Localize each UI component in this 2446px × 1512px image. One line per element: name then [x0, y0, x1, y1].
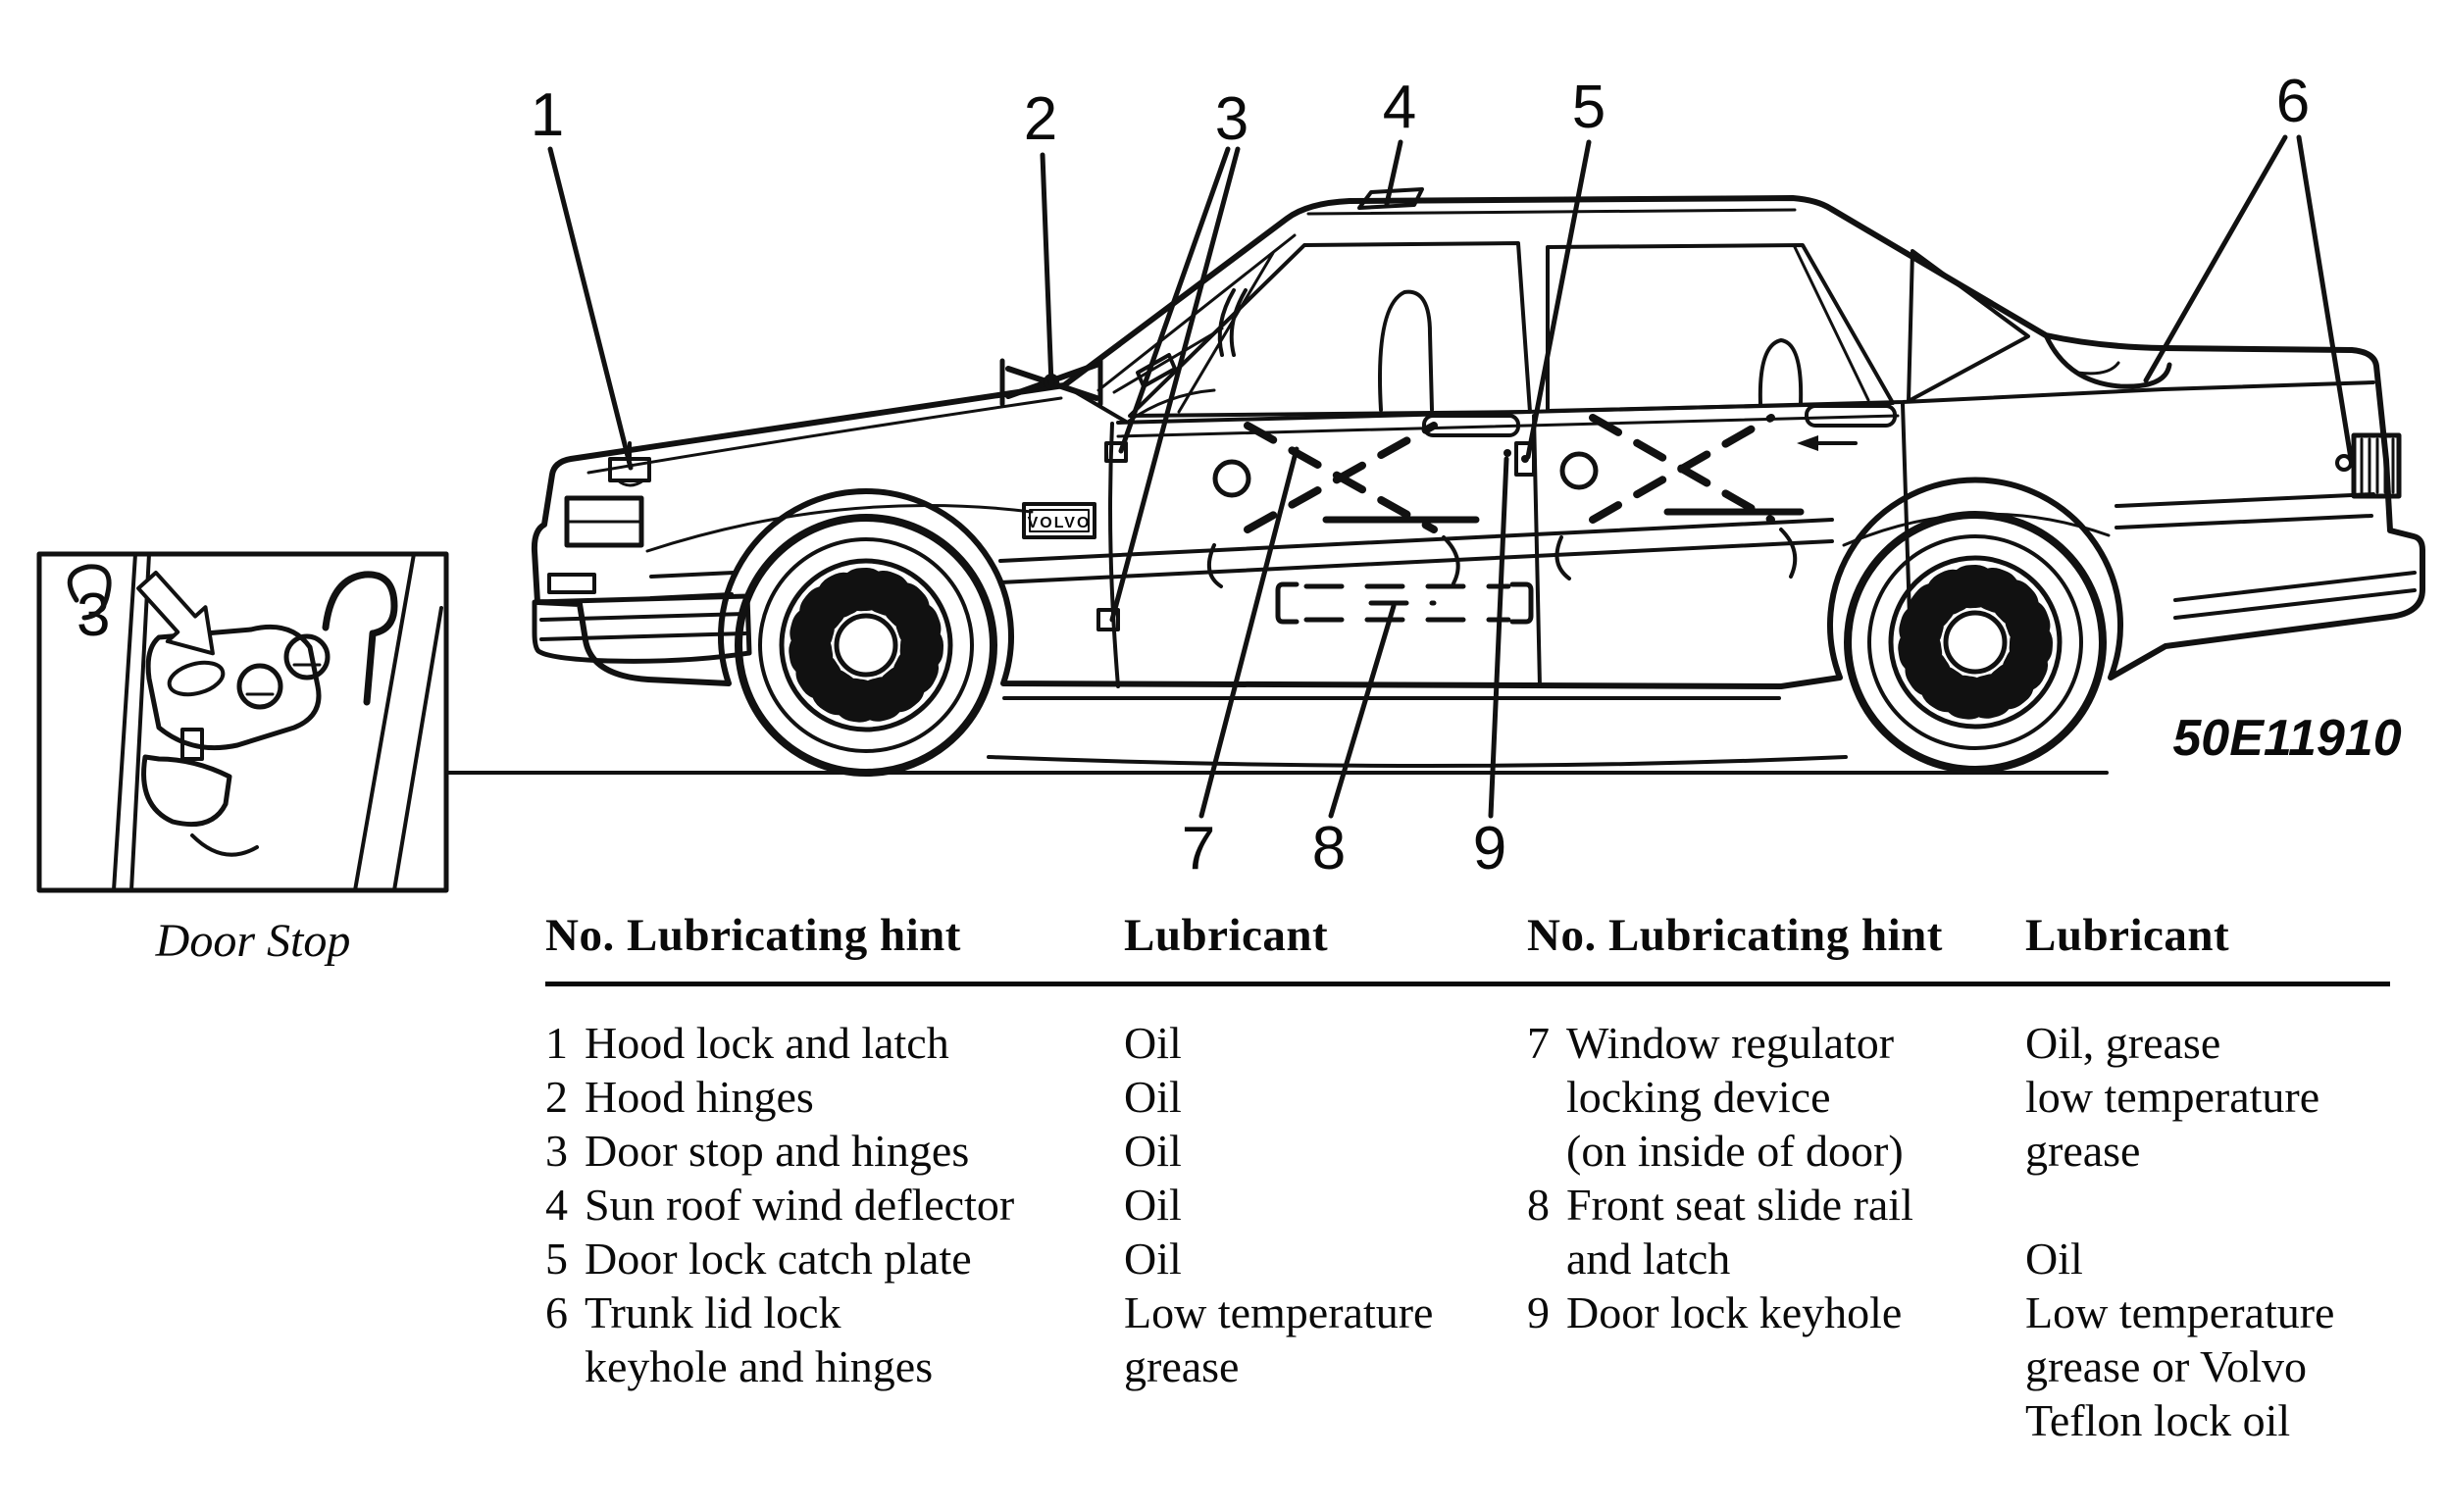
lubricant-cell: Oil — [1124, 1126, 1182, 1176]
table-row: 2 Hood hinges — [545, 1072, 814, 1122]
inset-number: 3 — [76, 581, 111, 649]
door-stop-inset — [39, 554, 446, 967]
table-row: 1 Hood lock and latch — [545, 1018, 949, 1068]
svg-text:9: 9 — [1472, 815, 1507, 882]
callout-2 — [1024, 85, 1057, 384]
right-lub-header: Lubricant — [2025, 910, 2230, 961]
table-row: 8 Front seat slide rail — [1527, 1180, 1913, 1230]
belt-line — [1118, 382, 2373, 423]
svg-text:6: 6 — [2275, 68, 2311, 135]
front-bumper-strip-2 — [541, 633, 745, 639]
seat-rail-marker — [1278, 584, 1531, 622]
figure-code: 50E11910 — [2172, 710, 2402, 767]
lubricant-cell: Oil — [1124, 1018, 1182, 1068]
svg-text:2: 2 — [1023, 85, 1058, 153]
rear-fender-crease — [1844, 514, 2109, 545]
table-row: locking device — [1566, 1072, 1831, 1122]
hood-crease — [588, 398, 1061, 473]
svg-text:8: 8 — [1311, 815, 1347, 882]
car-drawing — [535, 189, 2422, 773]
sill-shadow — [989, 757, 1846, 766]
svg-text:5: 5 — [1571, 74, 1606, 141]
lubricant-cell: Oil, grease — [2025, 1018, 2221, 1068]
callout-7 — [1182, 449, 1297, 882]
rear-wheel — [1848, 515, 2103, 770]
lubricant-cell: Low temperature — [1124, 1287, 1434, 1337]
left-hint-header: No. Lubricating hint — [545, 910, 961, 961]
lubricant-cell: Low temperature — [2025, 1287, 2335, 1337]
trunk-hinge-inner — [2077, 363, 2118, 374]
table-row: 4 Sun roof wind deflector — [545, 1180, 1015, 1230]
lubricant-cell: Oil — [1124, 1234, 1182, 1284]
lubricant-cell: Teflon lock oil — [2025, 1395, 2291, 1445]
rear-handle-arrow-head — [1797, 435, 1818, 451]
callout-4 — [1383, 74, 1416, 204]
front-bumper-strip-1 — [541, 614, 745, 620]
left-lubricant-column — [1124, 1016, 1433, 1393]
interior-details — [1114, 290, 1801, 422]
roof-gutter — [1308, 210, 1795, 214]
table-rule — [545, 982, 2390, 986]
lubricant-cell: grease — [2025, 1126, 2141, 1176]
table-row: (on inside of door) — [1566, 1126, 1904, 1176]
lubricant-cell: grease — [1124, 1341, 1240, 1391]
callout-1 — [531, 81, 631, 468]
svg-text:7: 7 — [1181, 815, 1216, 882]
table-row: 9 Door lock keyhole — [1527, 1287, 1903, 1337]
svg-text:4: 4 — [1382, 74, 1417, 141]
table-row: keyhole and hinges — [585, 1341, 934, 1391]
front-window-vent-divider — [1179, 253, 1273, 412]
front-wheel — [739, 518, 994, 773]
right-hint-column — [1527, 1016, 1913, 1339]
front-door-keyhole — [1503, 449, 1511, 457]
inset-drawing — [70, 554, 441, 890]
rear-door-window — [1548, 245, 1893, 411]
table-row: 5 Door lock catch plate — [545, 1234, 972, 1284]
volvo-badge-text: VOLVO — [1027, 515, 1092, 531]
callout-5 — [1528, 74, 1605, 457]
svg-text:3: 3 — [1214, 85, 1249, 153]
right-lubricant-column — [2025, 1016, 2334, 1447]
front-signal — [549, 575, 594, 592]
callout-8 — [1312, 606, 1394, 882]
lubricant-cell: Oil — [2025, 1234, 2083, 1284]
volvo-badge — [1024, 504, 1095, 537]
lubricant-cell: grease or Volvo — [2025, 1341, 2308, 1391]
taillight — [2354, 435, 2399, 496]
table-row: 3 Door stop and hinges — [545, 1126, 970, 1176]
lubricant-cell: low temperature — [2025, 1072, 2320, 1122]
lubricant-cell: Oil — [1124, 1072, 1182, 1122]
table-row: 7 Window regulator — [1527, 1018, 1895, 1068]
table-row: 6 Trunk lid lock — [545, 1287, 841, 1337]
left-hint-column — [545, 1016, 1014, 1393]
lubricant-cell: Oil — [1124, 1180, 1182, 1230]
quarter-window — [1909, 251, 2028, 401]
callout-6 — [2146, 68, 2352, 465]
right-hint-header: No. Lubricating hint — [1527, 910, 1943, 961]
inset-caption: Door Stop — [155, 915, 351, 967]
left-lub-header: Lubricant — [1124, 910, 1329, 961]
table-row: and latch — [1566, 1234, 1731, 1284]
lubricant-cell — [2025, 1178, 2334, 1232]
rear-window-divider — [1795, 247, 1868, 400]
svg-text:1: 1 — [530, 81, 565, 149]
